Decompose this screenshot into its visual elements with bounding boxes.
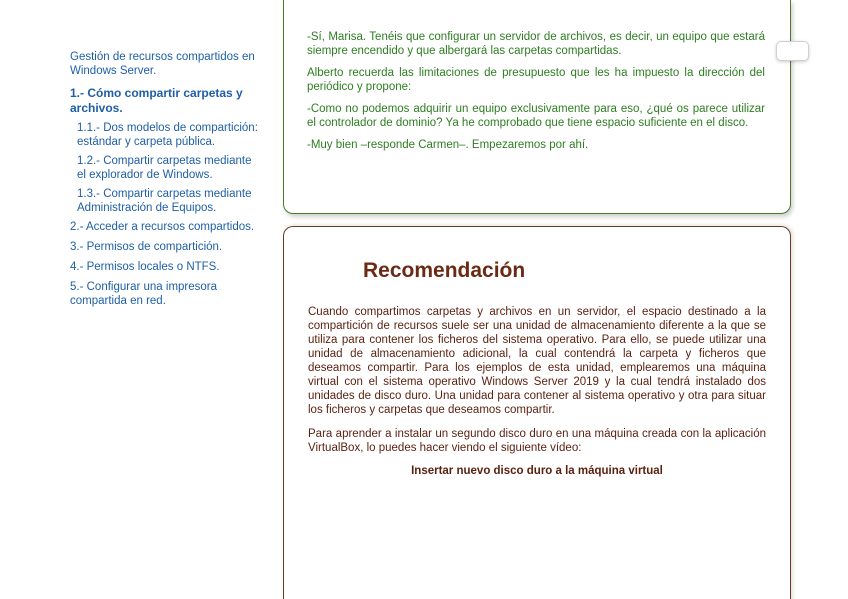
recommendation-content	[308, 305, 766, 477]
nav-link-section-3[interactable]: 3.- Permisos de compartición.	[70, 241, 223, 253]
video-link[interactable]: Insertar nuevo disco duro a la máquina virtual	[411, 465, 663, 477]
recommendation-box	[283, 226, 791, 599]
dialogue-paragraph: -Sí, Marisa. Tenéis que configurar un servidor de archivos, es decir, un equipo que estará siempre encendido y que albergará las carpetas compartidas.	[307, 31, 765, 57]
dialogue-content	[307, 30, 765, 160]
nav-link-section-2[interactable]: 2.- Acceder a recursos compartidos.	[70, 221, 255, 233]
dialogue-paragraph: Alberto recuerda las limitaciones de presupuesto que les ha impuesto la dirección del periódico y propone:	[307, 67, 765, 93]
recommendation-paragraph: Para aprender a instalar un segundo disco duro en una máquina creada con la aplicación VirtualBox, lo puedes hacer viendo el siguiente vídeo:	[308, 428, 766, 454]
dialogue-paragraph: -Como no podemos adquirir un equipo exclusivamente para eso, ¿qué os parece utilizar el controlador de dominio? Ya he comprobado que tiene espacio suficiente en el disco.	[307, 103, 765, 129]
nav-link-section-1-1[interactable]: 1.1.- Dos modelos de compartición: estándar y carpeta pública.	[77, 122, 258, 148]
nav-link-section-4[interactable]: 4.- Permisos locales o NTFS.	[70, 261, 220, 273]
recommendation-paragraph: Cuando compartimos carpetas y archivos en un servidor, el espacio destinado a la compartición de recursos suele ser una unidad de almacenamiento diferente a la que se utiliza para contener los ficheros del sistema operativo. Para ello, se puede utilizar una unidad de almacenamiento adicional, la cual contendrá la carpeta y ficheros que deseamos compartir. Para los ejemplos de esta unidad, emplearemos una máquina virtual con el sistema operativo Windows Server 2019 y la cual tendrá instalado dos unidades de disco duro. Una unidad para contener al sistema operativo y otra para situar los ficheros y carpetas que deseamos compartir.	[308, 306, 766, 416]
dialogue-paragraph: -Muy bien –responde Carmen–. Empezaremos por ahí.	[307, 139, 589, 151]
nav-link-section-1-3[interactable]: 1.3.- Compartir carpetas mediante Administración de Equipos.	[77, 188, 252, 214]
floating-toggle-button[interactable]	[776, 41, 809, 61]
nav-link-unit-title[interactable]: Gestión de recursos compartidos en Windows Server.	[70, 51, 255, 77]
nav-link-section-1-2[interactable]: 1.2.- Compartir carpetas mediante el explorador de Windows.	[77, 155, 252, 181]
dialogue-box	[283, 0, 791, 214]
nav-link-section-5[interactable]: 5.- Configurar una impresora compartida en red.	[70, 281, 218, 307]
nav-link-section-1[interactable]: 1.- Cómo compartir carpetas y archivos.	[70, 86, 243, 115]
sidebar-nav	[70, 50, 260, 314]
recommendation-title: Recomendación	[363, 259, 526, 282]
